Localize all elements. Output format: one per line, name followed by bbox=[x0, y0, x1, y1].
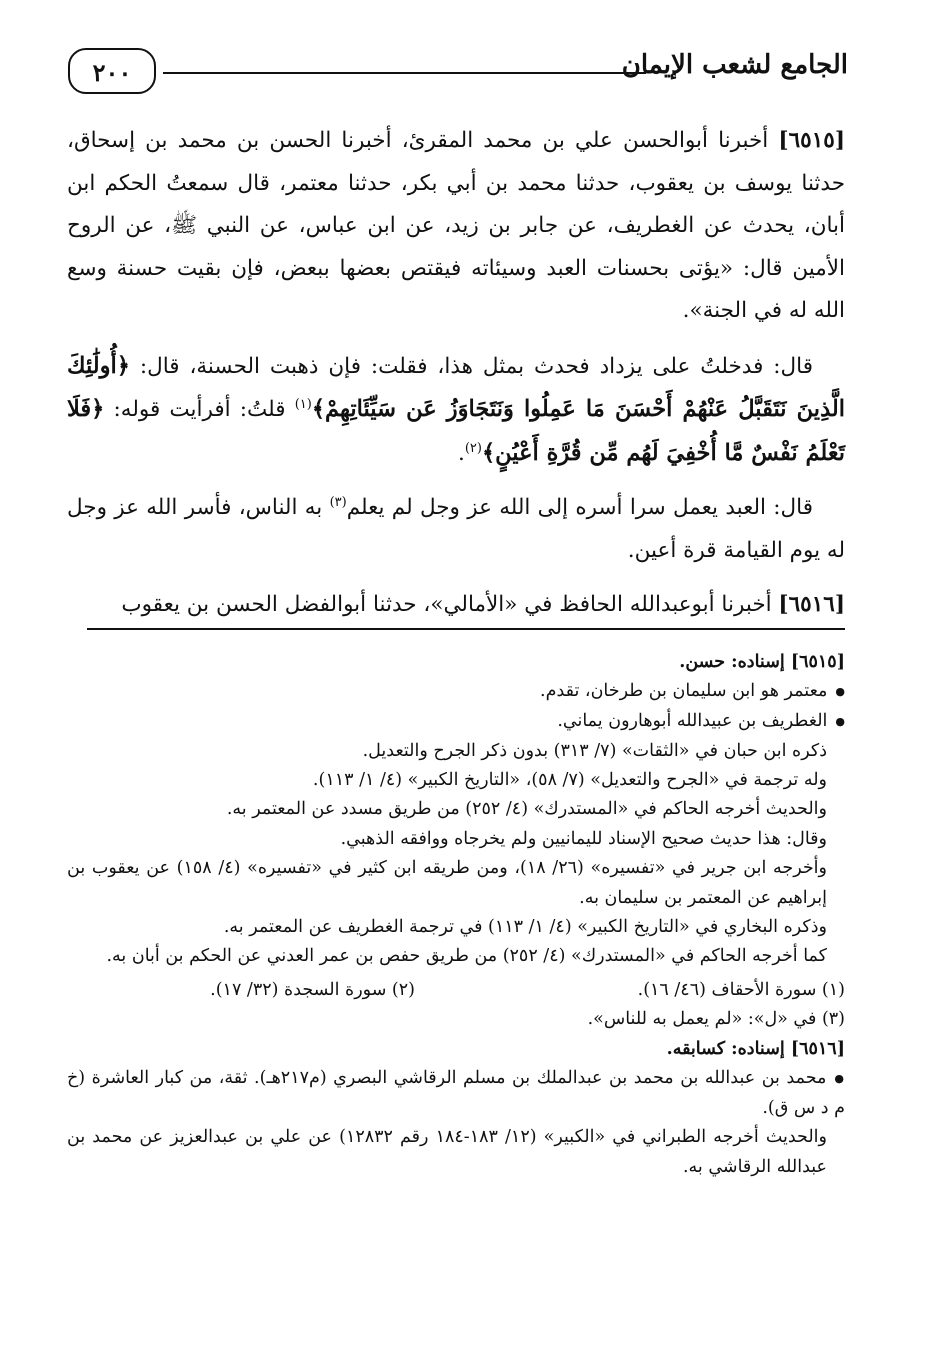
quran-verse: ﴿أُولَٰئِكَ الَّذِينَ نَتَقَبَّلُ عَنْهُمْ أَحْسَنَ مَا عَمِلُوا وَنَتَجَاوَزُ عَن سَيِّئَاتِهِمْ﴾ bbox=[67, 352, 845, 422]
header-rule bbox=[163, 72, 646, 74]
paragraph-text: به الناس، فأسر الله عز وجل له يوم القيامة قرة أعين. bbox=[67, 495, 845, 563]
paragraph-quran: قال: فدخلتُ على يزداد فحدث بمثل هذا، فقلت: فإن ذهبت الحسنة، قال: ﴿أُولَٰئِكَ الَّذِينَ نَتَقَبَّلُ عَنْهُمْ أَحْسَنَ مَا عَمِلُوا وَنَتَجَاوَزُ عَن سَيِّئَاتِهِمْ﴾$^{(١)}$ قلتُ: أفرأيت قوله: ﴿فَلَا تَعْلَمُ نَفْسٌ مَّا أُخْفِيَ لَهُم مِّن قُرَّةِ أَعْيُنٍ﴾$^{(٢)}$. bbox=[67, 352, 845, 466]
footnote-3: (٣) في «ل»: «لم يعمل به للناس». bbox=[587, 1009, 845, 1030]
footnote-ref: (٣) bbox=[329, 494, 347, 510]
note-line: ذكره ابن حبان في «الثقات» (٧/ ٣١٣) بدون ذكر الجرح والتعديل. bbox=[362, 740, 827, 761]
note-line: وأخرجه ابن جرير في «تفسيره» (٢٦/ ١٨)، ومن طريقه ابن كثير في «تفسيره» (٤/ ١٥٨) عن يعقوب بن إبراهيم عن المعتمر بن سليمان به. bbox=[67, 858, 827, 908]
page-number: ٢٠٠ bbox=[68, 48, 156, 94]
hadith-text: أخبرنا أبوالحسن علي بن محمد المقرئ، أخبرنا الحسن بن محمد بن إسحاق، حدثنا يوسف بن يعقوب، حدثنا محمد بن أبي بكر، حدثنا معتمر، قال سمعتُ الحكم ابن أبان، يحدث عن الغطريف، عن جابر بن زيد، عن ابن عباس، عن النبي ﷺ، عن الروح الأمين قال: «يؤتى بحسنات العبد وسيئاته فيقتص بعضها ببعض، فإن بقيت حسنة وسع الله له في الجنة». bbox=[67, 128, 845, 323]
paragraph-text: قلتُ: أفرأيت قوله: bbox=[113, 397, 286, 422]
note-heading: [٦٥١٥] إسناده: حسن. bbox=[679, 652, 845, 672]
note-bullet: ● محمد بن عبدالله بن محمد بن عبدالملك بن مسلم الرقاشي البصري (م٢١٧هـ). ثقة، من كبار العاشرة (خ م د س ق). bbox=[67, 1064, 845, 1123]
note-line: وله ترجمة في «الجرح والتعديل» (٧/ ٥٨)، «التاريخ الكبير» (٤/ ١/ ١١٣). bbox=[312, 770, 827, 791]
note-line: وقال: هذا حديث صحيح الإسناد لليمانيين ولم يخرجاه ووافقه الذهبي. bbox=[340, 828, 827, 849]
hadith-text: أخبرنا أبوعبدالله الحافظ في «الأمالي»، حدثنا أبوالفضل الحسن بن يعقوب bbox=[121, 592, 772, 617]
note-heading: [٦٥١٦] إسناده: كسابقه. bbox=[666, 1038, 845, 1059]
notes-separator bbox=[87, 628, 845, 630]
footnote-ref: (١) bbox=[294, 396, 312, 412]
book-title: الجامع لشعب الإيمان bbox=[621, 50, 848, 80]
footnote-1: (١) سورة الأحقاف (٤٦/ ١٦). bbox=[637, 979, 845, 1000]
note-bullet: ● الغطريف بن عبيدالله أبوهارون يماني. bbox=[67, 707, 845, 737]
note-line: والحديث أخرجه الحاكم في «المستدرك» (٤/ ٢٥٢) من طريق مسدد عن المعتمر به. bbox=[226, 799, 827, 820]
footnotes-row bbox=[67, 976, 845, 1005]
quran-verse: ﴿فَلَا تَعْلَمُ نَفْسٌ مَّا أُخْفِيَ لَهُم مِّن قُرَّةِ أَعْيُنٍ﴾ bbox=[67, 396, 845, 466]
note-bullet: ● معتمر هو ابن سليمان بن طرخان، تقدم. bbox=[67, 677, 845, 707]
note-line: كما أخرجه الحاكم في «المستدرك» (٤/ ٢٥٢) من طريق حفص بن عمر العدني عن الحكم بن أبان به. bbox=[106, 946, 827, 967]
paragraph-secret-deed bbox=[67, 487, 845, 572]
hadith-number: [٦٥١٥] bbox=[778, 128, 845, 153]
note-line: والحديث أخرجه الطبراني في «الكبير» (١٢/ ١٨٣-١٨٤ رقم ١٢٨٣٢) عن علي بن عبدالعزيز عن محمد بن عبدالله الرقاشي به. bbox=[67, 1127, 828, 1177]
hadith-number: [٦٥١٦] bbox=[778, 592, 845, 617]
footnote-2: (٢) سورة السجدة (٣٢/ ١٧). bbox=[210, 979, 415, 1000]
page-header bbox=[68, 40, 848, 104]
paragraph-text: قال: العبد يعمل سرا أسره إلى الله عز وجل لم يعلم bbox=[346, 495, 813, 520]
main-text bbox=[67, 120, 845, 627]
notes-section bbox=[67, 648, 845, 1182]
paragraph-text: قال: فدخلتُ على يزداد فحدث بمثل هذا، فقلت: فإن ذهبت الحسنة، قال: bbox=[139, 353, 813, 379]
hadith-6516 bbox=[67, 584, 845, 627]
note-line: وذكره البخاري في «التاريخ الكبير» (٤/ ١/ ١١٣) في ترجمة الغطريف عن المعتمر به. bbox=[223, 917, 827, 938]
hadith-6515 bbox=[67, 120, 845, 333]
footnote-ref: (٢) bbox=[464, 440, 482, 456]
